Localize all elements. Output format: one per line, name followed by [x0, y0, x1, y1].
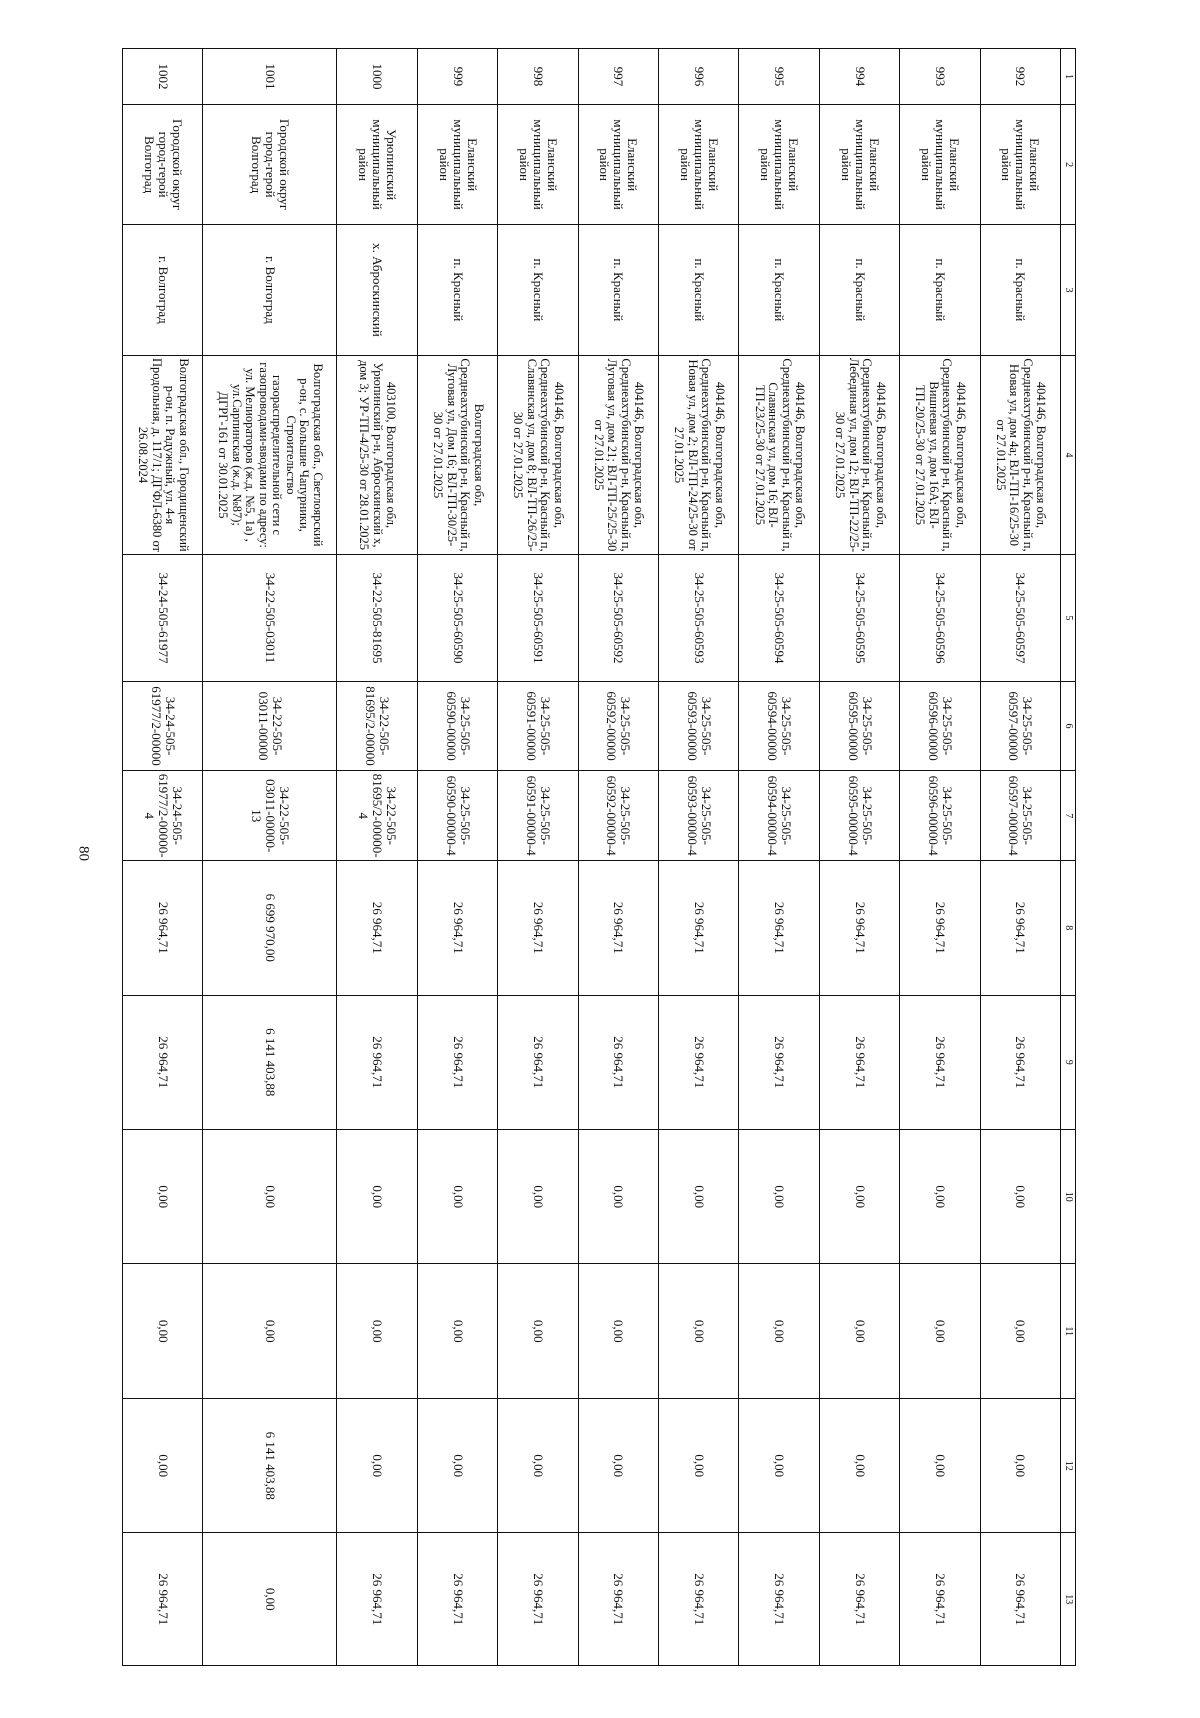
- amount-cell: 26 964,71: [578, 1533, 658, 1666]
- municipality-cell: Еланский муниципальный район: [659, 105, 739, 225]
- amount-cell: 0,00: [123, 1129, 203, 1263]
- code-cell: 34-25-505-60590: [417, 555, 497, 681]
- code-cell: 34-25-505-60592-00000: [578, 681, 658, 771]
- table-row: [578, 49, 658, 1666]
- amount-cell: 26 964,71: [659, 861, 739, 995]
- column-header: 1: [1061, 49, 1076, 105]
- settlement-cell: п. Красный: [659, 225, 739, 355]
- code-cell: 34-22-505-03011-00000-13: [203, 771, 337, 861]
- row-number-cell: 993: [900, 49, 980, 105]
- address-cell: 404146, Волгоградская обл, Среднеахтубинский р-н, Красный п, Славянская ул, дом 8; ВЛ-ТП-26/25-30 от 27.01.2025: [498, 355, 578, 555]
- table-row: [659, 49, 739, 1666]
- code-cell: 34-25-505-60594-00000-4: [739, 771, 819, 861]
- amount-cell: 0,00: [337, 1129, 417, 1263]
- municipality-cell: Еланский муниципальный район: [900, 105, 980, 225]
- amount-cell: 0,00: [498, 1264, 578, 1398]
- code-cell: 34-25-505-60596-00000-4: [900, 771, 980, 861]
- column-header: 4: [1061, 355, 1076, 555]
- code-cell: 34-25-505-60590-00000: [417, 681, 497, 771]
- amount-cell: 26 964,71: [337, 861, 417, 995]
- amount-cell: 26 964,71: [337, 1533, 417, 1666]
- municipality-cell: Еланский муниципальный район: [578, 105, 658, 225]
- code-cell: 34-22-505-03011: [203, 555, 337, 681]
- amount-cell: 26 964,71: [123, 861, 203, 995]
- municipality-cell: Еланский муниципальный район: [417, 105, 497, 225]
- municipality-cell: Городской округ город-герой Волгоград: [123, 105, 203, 225]
- amount-cell: 26 964,71: [739, 861, 819, 995]
- column-header: 5: [1061, 555, 1076, 681]
- code-cell: 34-25-505-60593-00000: [659, 681, 739, 771]
- amount-cell: 0,00: [819, 1398, 899, 1532]
- amount-cell: 6 141 403,88: [203, 995, 337, 1129]
- amount-cell: 0,00: [203, 1264, 337, 1398]
- address-cell: 404146, Волгоградская обл, Среднеахтубинский р-н, Красный п, Лебединая ул, дом 12; ВЛ-ТП-22/25-30 от 27.01.2025: [819, 355, 899, 555]
- address-cell: 404146, Волгоградская обл, Среднеахтубинский р-н, Красный п, Вишневая ул, дом 16А; ВЛ-ТП-20/25-30 от 27.01.2025: [900, 355, 980, 555]
- code-cell: 34-25-505-60594: [739, 555, 819, 681]
- amount-cell: 0,00: [739, 1398, 819, 1532]
- amount-cell: 0,00: [659, 1398, 739, 1532]
- amount-cell: 26 964,71: [578, 861, 658, 995]
- amount-cell: 0,00: [417, 1129, 497, 1263]
- column-header: 8: [1061, 861, 1076, 995]
- amount-cell: 0,00: [980, 1398, 1060, 1532]
- table-row: [203, 49, 337, 1666]
- amount-cell: 26 964,71: [659, 1533, 739, 1666]
- column-header: 10: [1061, 1129, 1076, 1263]
- amount-cell: 26 964,71: [498, 861, 578, 995]
- header-row: [1061, 49, 1076, 1666]
- amount-cell: 0,00: [203, 1129, 337, 1263]
- table-row: [739, 49, 819, 1666]
- table-row: [123, 49, 203, 1666]
- amount-cell: 26 964,71: [980, 1533, 1060, 1666]
- code-cell: 34-25-505-60594-00000: [739, 681, 819, 771]
- amount-cell: 6 699 970,00: [203, 861, 337, 995]
- rotated-table-container: [122, 48, 1076, 1666]
- amount-cell: 0,00: [819, 1129, 899, 1263]
- row-number-cell: 995: [739, 49, 819, 105]
- amount-cell: 26 964,71: [980, 995, 1060, 1129]
- column-header: 6: [1061, 681, 1076, 771]
- code-cell: 34-24-505-61977: [123, 555, 203, 681]
- amount-cell: 0,00: [578, 1264, 658, 1398]
- settlement-cell: п. Красный: [739, 225, 819, 355]
- settlement-cell: п. Красный: [417, 225, 497, 355]
- amount-cell: 26 964,71: [819, 995, 899, 1129]
- code-cell: 34-25-505-60595-00000-4: [819, 771, 899, 861]
- amount-cell: 0,00: [123, 1398, 203, 1532]
- settlement-cell: п. Красный: [819, 225, 899, 355]
- amount-cell: 26 964,71: [123, 995, 203, 1129]
- column-header: 13: [1061, 1533, 1076, 1666]
- amount-cell: 0,00: [498, 1398, 578, 1532]
- row-number-cell: 996: [659, 49, 739, 105]
- table-header: [1061, 49, 1076, 1666]
- table-row: [980, 49, 1060, 1666]
- address-cell: Волгоградская обл., Светлоярский р-он, с. Большие Чапурники, Строительство газораспределительной сети с газопроводами-вводами по адресу: ул. Мелиораторов (ж.д. №5, 1а) , ул.Сарпинская (ж.д. №87); ДГРГ-161 от 30.01.2025: [203, 355, 337, 555]
- address-cell: 404146, Волгоградская обл, Среднеахтубинский р-н, Красный п, Славянская ул, дом 16; ВЛ-ТП-23/25-30 от 27.01.2025: [739, 355, 819, 555]
- amount-cell: 0,00: [123, 1264, 203, 1398]
- amount-cell: 0,00: [337, 1264, 417, 1398]
- amount-cell: 26 964,71: [900, 861, 980, 995]
- address-cell: 403100, Волгоградская обл, Урюпинский р-н, Аброскинский х, дом 3; УР-ТП-4/25-30 от 28.01.2025: [337, 355, 417, 555]
- amount-cell: 26 964,71: [337, 995, 417, 1129]
- code-cell: 34-25-505-60592: [578, 555, 658, 681]
- code-cell: 34-25-505-60593-00000-4: [659, 771, 739, 861]
- row-number-cell: 992: [980, 49, 1060, 105]
- column-header: 9: [1061, 995, 1076, 1129]
- amount-cell: 26 964,71: [739, 1533, 819, 1666]
- column-header: 3: [1061, 225, 1076, 355]
- code-cell: 34-25-505-60597-00000: [980, 681, 1060, 771]
- amount-cell: 26 964,71: [498, 1533, 578, 1666]
- amount-cell: 26 964,71: [123, 1533, 203, 1666]
- amount-cell: 0,00: [980, 1129, 1060, 1263]
- code-cell: 34-22-505-81695/2-00000-4: [337, 771, 417, 861]
- settlement-cell: г. Волгоград: [123, 225, 203, 355]
- amount-cell: 26 964,71: [498, 995, 578, 1129]
- table-row: [819, 49, 899, 1666]
- amount-cell: 26 964,71: [417, 995, 497, 1129]
- amount-cell: 0,00: [900, 1398, 980, 1532]
- municipality-cell: Еланский муниципальный район: [819, 105, 899, 225]
- page-number: 80: [75, 846, 92, 861]
- settlement-cell: х. Аброскинский: [337, 225, 417, 355]
- table-row: [337, 49, 417, 1666]
- code-cell: 34-25-505-60597: [980, 555, 1060, 681]
- amount-cell: 0,00: [578, 1129, 658, 1263]
- amount-cell: 0,00: [578, 1398, 658, 1532]
- amount-cell: 0,00: [498, 1129, 578, 1263]
- code-cell: 34-24-505-61977/2-00000: [123, 681, 203, 771]
- amount-cell: 0,00: [337, 1398, 417, 1532]
- address-cell: 404146, Волгоградская обл, Среднеахтубинский р-н, Красный п, Новая ул, дом 4а; ВЛ-ТП-16/25-30 от 27.01.2025: [980, 355, 1060, 555]
- row-number-cell: 1001: [203, 49, 337, 105]
- amount-cell: 26 964,71: [900, 995, 980, 1129]
- code-cell: 34-25-505-60595: [819, 555, 899, 681]
- column-header: 12: [1061, 1398, 1076, 1532]
- amount-cell: 0,00: [739, 1264, 819, 1398]
- amount-cell: 0,00: [659, 1264, 739, 1398]
- data-table: [122, 48, 1076, 1666]
- amount-cell: 0,00: [739, 1129, 819, 1263]
- code-cell: 34-25-505-60596-00000: [900, 681, 980, 771]
- code-cell: 34-22-505-03011-00000: [203, 681, 337, 771]
- amount-cell: 26 964,71: [819, 861, 899, 995]
- settlement-cell: п. Красный: [578, 225, 658, 355]
- amount-cell: 26 964,71: [417, 1533, 497, 1666]
- code-cell: 34-25-505-60592-00000-4: [578, 771, 658, 861]
- amount-cell: 26 964,71: [659, 995, 739, 1129]
- code-cell: 34-22-505-81695: [337, 555, 417, 681]
- address-cell: Волгоградская обл, Среднеахтубинский р-н, Красный п, Луговая ул, Дом 16; ВЛ-ТП-30/25-30 от 27.01.2025: [417, 355, 497, 555]
- amount-cell: 0,00: [659, 1129, 739, 1263]
- table-body: [123, 49, 1061, 1666]
- column-header: 11: [1061, 1264, 1076, 1398]
- code-cell: 34-25-505-60591: [498, 555, 578, 681]
- row-number-cell: 1000: [337, 49, 417, 105]
- address-cell: 404146, Волгоградская обл, Среднеахтубинский р-н, Красный п, Новая ул, дом 2; ВЛ-ТП-24/25-30 от 27.01.2025: [659, 355, 739, 555]
- row-number-cell: 994: [819, 49, 899, 105]
- code-cell: 34-25-505-60595-00000: [819, 681, 899, 771]
- code-cell: 34-25-505-60597-00000-4: [980, 771, 1060, 861]
- amount-cell: 26 964,71: [739, 995, 819, 1129]
- amount-cell: 0,00: [417, 1398, 497, 1532]
- table-row: [498, 49, 578, 1666]
- amount-cell: 0,00: [980, 1264, 1060, 1398]
- municipality-cell: Еланский муниципальный район: [498, 105, 578, 225]
- code-cell: 34-24-505-61977/2-00000-4: [123, 771, 203, 861]
- row-number-cell: 998: [498, 49, 578, 105]
- row-number-cell: 997: [578, 49, 658, 105]
- amount-cell: 0,00: [417, 1264, 497, 1398]
- row-number-cell: 999: [417, 49, 497, 105]
- code-cell: 34-25-505-60591-00000-4: [498, 771, 578, 861]
- address-cell: 404146, Волгоградская обл, Среднеахтубинский р-н, Красный п, Луговая ул, дом 21; ВЛ-ТП-25/25-30 от 27.01.2025: [578, 355, 658, 555]
- settlement-cell: п. Красный: [980, 225, 1060, 355]
- amount-cell: 26 964,71: [900, 1533, 980, 1666]
- row-number-cell: 1002: [123, 49, 203, 105]
- amount-cell: 0,00: [819, 1264, 899, 1398]
- column-header: 7: [1061, 771, 1076, 861]
- amount-cell: 0,00: [900, 1129, 980, 1263]
- code-cell: 34-25-505-60590-00000-4: [417, 771, 497, 861]
- amount-cell: 26 964,71: [980, 861, 1060, 995]
- amount-cell: 26 964,71: [578, 995, 658, 1129]
- amount-cell: 0,00: [900, 1264, 980, 1398]
- settlement-cell: п. Красный: [498, 225, 578, 355]
- code-cell: 34-22-505-81695/2-00000: [337, 681, 417, 771]
- amount-cell: 26 964,71: [819, 1533, 899, 1666]
- address-cell: Волгоградская обл., Городищенский р-он, п. Радужный, ул. 4-я Продольная, д. 117/1; ДГФЛ-6380 от 26.08.2024: [123, 355, 203, 555]
- code-cell: 34-25-505-60593: [659, 555, 739, 681]
- municipality-cell: Урюпинский муниципальный район: [337, 105, 417, 225]
- code-cell: 34-25-505-60596: [900, 555, 980, 681]
- amount-cell: 0,00: [203, 1533, 337, 1666]
- code-cell: 34-25-505-60591-00000: [498, 681, 578, 771]
- settlement-cell: г. Волгоград: [203, 225, 337, 355]
- amount-cell: 26 964,71: [417, 861, 497, 995]
- municipality-cell: Городской округ город-герой Волгоград: [203, 105, 337, 225]
- table-row: [900, 49, 980, 1666]
- municipality-cell: Еланский муниципальный район: [980, 105, 1060, 225]
- amount-cell: 6 141 403,88: [203, 1398, 337, 1532]
- table-row: [417, 49, 497, 1666]
- settlement-cell: п. Красный: [900, 225, 980, 355]
- column-header: 2: [1061, 105, 1076, 225]
- municipality-cell: Еланский муниципальный район: [739, 105, 819, 225]
